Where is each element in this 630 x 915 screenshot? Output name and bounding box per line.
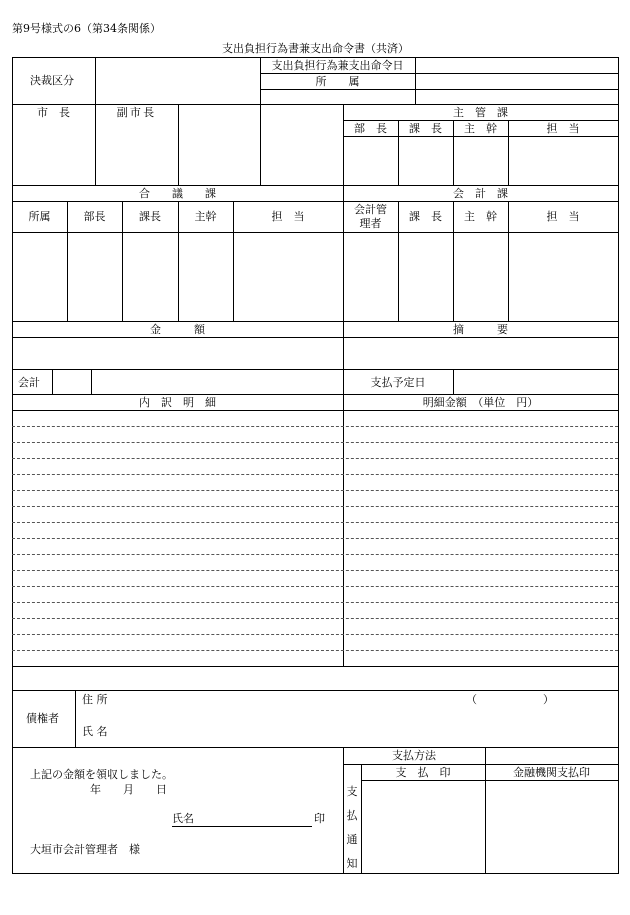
kaikei-ka-label: 会 計 課 xyxy=(453,187,508,200)
gougi-col-shukan: 主幹 xyxy=(194,210,217,223)
fuku-shicho-label: 副市長 xyxy=(116,106,157,119)
shozoku-label: 所 属 xyxy=(315,75,360,88)
kaikei-col-kacho: 課 長 xyxy=(409,210,442,223)
kaikei-col-shukan: 主 幹 xyxy=(464,210,497,223)
saikensha-label: 債権者 xyxy=(26,712,59,725)
form-title: 支出負担行為書兼支出命令書（共済） xyxy=(222,42,409,55)
seal-mark: 印 xyxy=(314,812,325,825)
shukan-col-tanto: 担 当 xyxy=(546,122,580,135)
kingaku-label: 金 額 xyxy=(150,323,205,336)
form-number: 第9号様式の6（第34条関係） xyxy=(12,22,161,35)
shukan-ka-label: 主 管 課 xyxy=(453,106,508,119)
tekiyo-label: 摘 要 xyxy=(453,323,508,336)
gougi-col-shozoku: 所属 xyxy=(28,210,51,223)
gougi-col-bucho: 部長 xyxy=(83,210,106,223)
shimei-label: 氏 名 xyxy=(82,725,108,738)
order-date-label: 支出負担行為兼支出命令日 xyxy=(271,59,404,72)
meisai-kingaku-label: 明細金額 （単位 円） xyxy=(422,396,539,409)
shicho-label: 市 長 xyxy=(37,106,70,119)
gougi-col-kacho: 課長 xyxy=(139,210,161,223)
receipt-date: 年 月 日 xyxy=(90,783,167,796)
gougi-ka-label: 合 議 課 xyxy=(139,187,216,200)
receipt-text: 上記の金額を領収しました。 xyxy=(30,768,173,781)
jusho-label: 住 所 xyxy=(82,693,108,706)
uchiwake-meisai-label: 内 訳 明 細 xyxy=(139,396,216,409)
kinyu-kikan-label: 金融機関支払印 xyxy=(513,766,590,779)
shiharai-in-label: 支 払 印 xyxy=(395,766,451,779)
kaikei-label: 会計 xyxy=(18,376,40,389)
jusho-paren: （ ） xyxy=(466,693,554,706)
shukan-col-bucho: 部 長 xyxy=(354,122,387,135)
shukan-col-shukan: 主 幹 xyxy=(464,122,497,135)
name-line-label: 氏名 xyxy=(172,812,194,825)
gougi-col-tanto: 担 当 xyxy=(271,210,305,223)
kessai-kubun-label: 決裁区分 xyxy=(30,74,74,87)
shiharai-yotei-bi-label: 支払予定日 xyxy=(370,376,426,389)
shiharai-houhou-label: 支払方法 xyxy=(392,749,436,762)
shukan-col-kacho: 課 長 xyxy=(409,122,442,135)
shiharai-tsuchi-label: 支払通知 xyxy=(346,785,358,870)
kaikei-col-tanto: 担 当 xyxy=(546,210,580,223)
addressee-text: 大垣市会計管理者 様 xyxy=(30,843,140,856)
kaikei-col-kanrisha: 会計管 理者 xyxy=(354,203,387,231)
